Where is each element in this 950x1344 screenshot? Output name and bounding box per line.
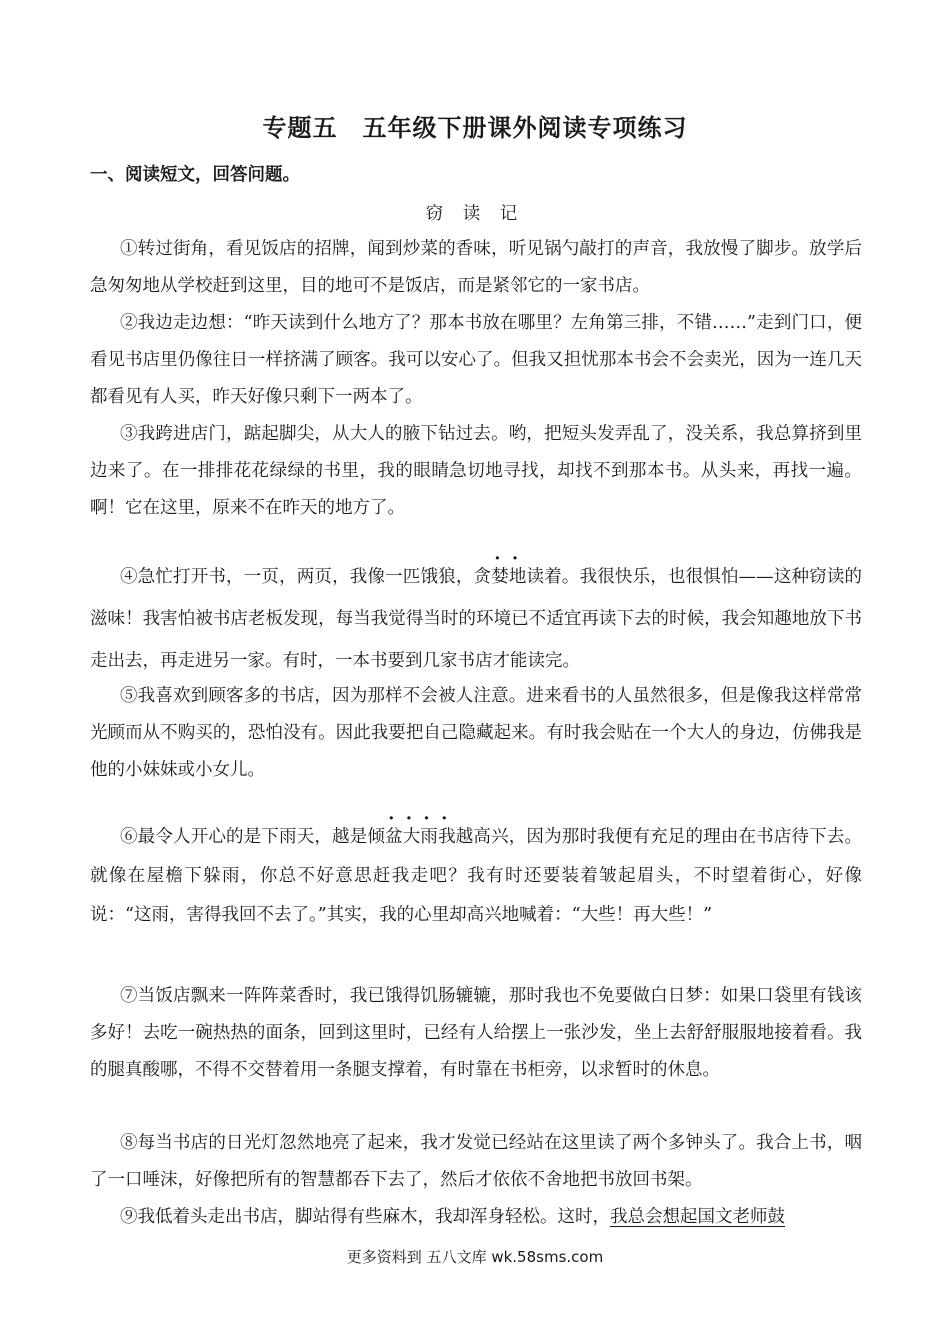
emphasis-word-tanlan (474, 567, 509, 587)
paragraph-9 (90, 1199, 862, 1236)
paragraph-6-text-before: ⑥最令人开心的是下雨天，越是 (120, 827, 368, 847)
section-heading: 一、阅读短文，回答问题。 (90, 165, 300, 185)
page-title: 专题五 五年级下册课外阅读专项练习 (262, 114, 688, 142)
emphasis-char: 雨 (420, 827, 439, 847)
paragraph-4 (90, 556, 862, 682)
paragraph-9-text: ⑨我低着头走出书店，脚站得有些麻木，我却浑身轻松。这时， (120, 1207, 610, 1227)
paragraph-6 (90, 818, 862, 935)
paragraph-6-text-after: 我越高兴，因为那时我便有充足的理由在书店待下去。就像在屋檐下躲雨，你总不好意思赶我走吧？我有时还要装着皱起眉头，不时望着街心，好像说：“这雨，害得我回不去了。”其实，我的心里却高兴地喊着：“大些！再大些！” (90, 827, 863, 925)
emphasis-word-qingpendayu (367, 827, 438, 847)
paragraph-4-text-after: 地读着。我很快乐，也很惧怕——这种窃读的滋味！我害怕被书店老板发现，每当我觉得当时的环境已不适宜再读下去的时候，我会知趣地放下书走出去，再走进另一家。有时，一本书要到几家书店才能读完。 (90, 567, 863, 671)
paragraph-7: ⑦当饭店飘来一阵阵菜香时，我已饿得饥肠辘辘，那时我也不免要做白日梦：如果口袋里有钱该多好！去吃一碗热热的面条，回到这里时，已经有人给摆上一张沙发，坐上去舒舒服服地接着看。我的腿真酸哪，不得不交替着用一条腿支撑着，有时靠在书柜旁，以求暂时的休息。 (90, 986, 862, 1080)
story-title: 窃 读 记 (425, 204, 525, 224)
underlined-sentence: 我总会想起国文老师鼓 (610, 1207, 785, 1227)
paragraph-2: ②我边走边想：“昨天读到什么地方了？那本书放在哪里？左角第三排，不错……”走到门口，便看见书店里仍像往日一样挤满了顾客。我可以安心了。但我又担忧那本书会不会卖光，因为一连几天都看见有人买，昨天好像只剩下一两本了。 (90, 313, 862, 407)
paragraph-8: ⑧每当书店的日光灯忽然地亮了起来，我才发觉已经站在这里读了两个多钟头了。我合上书，咽了一口唾沫，好像把所有的智慧都吞下去了，然后才依依不舍地把书放回书架。 (90, 1133, 862, 1190)
paragraph-1: ①转过街角，看见饭店的招牌，闻到炒菜的香味，听见锅勺敲打的声音，我放慢了脚步。放学后急匆匆地从学校赶到这里，目的地可不是饭店，而是紧邻它的一家书店。 (90, 239, 862, 296)
paragraph-4-text-before: ④急忙打开书，一页，两页，我像一匹饿狼， (120, 567, 474, 587)
paragraph-5: ⑤我喜欢到顾客多的书店，因为那样不会被人注意。进来看书的人虽然很多，但是像我这样常常光顾而从不购买的，恐怕没有。因此我要把自己隐藏起来。有时我会贴在一个大人的身边，仿佛我是他的小妹妹或小女儿。 (90, 686, 862, 780)
emphasis-char: 贪 (473, 567, 492, 587)
emphasis-char: 倾 (367, 827, 386, 847)
emphasis-char: 婪 (491, 567, 509, 587)
emphasis-char: 盆 (385, 827, 403, 847)
emphasis-char: 大 (402, 827, 421, 847)
paragraph-3: ③我跨进店门，踮起脚尖，从大人的腋下钻过去。哟，把短头发弄乱了，没关系，我总算挤到里边来了。在一排排花花绿绿的书里，我的眼睛急切地寻找，却找不到那本书。从头来，再找一遍。啊！它在这里，原来不在昨天的地方了。 (90, 424, 862, 518)
footer-source: 更多资料到 五八文库 wk.58sms.com (346, 1248, 604, 1266)
